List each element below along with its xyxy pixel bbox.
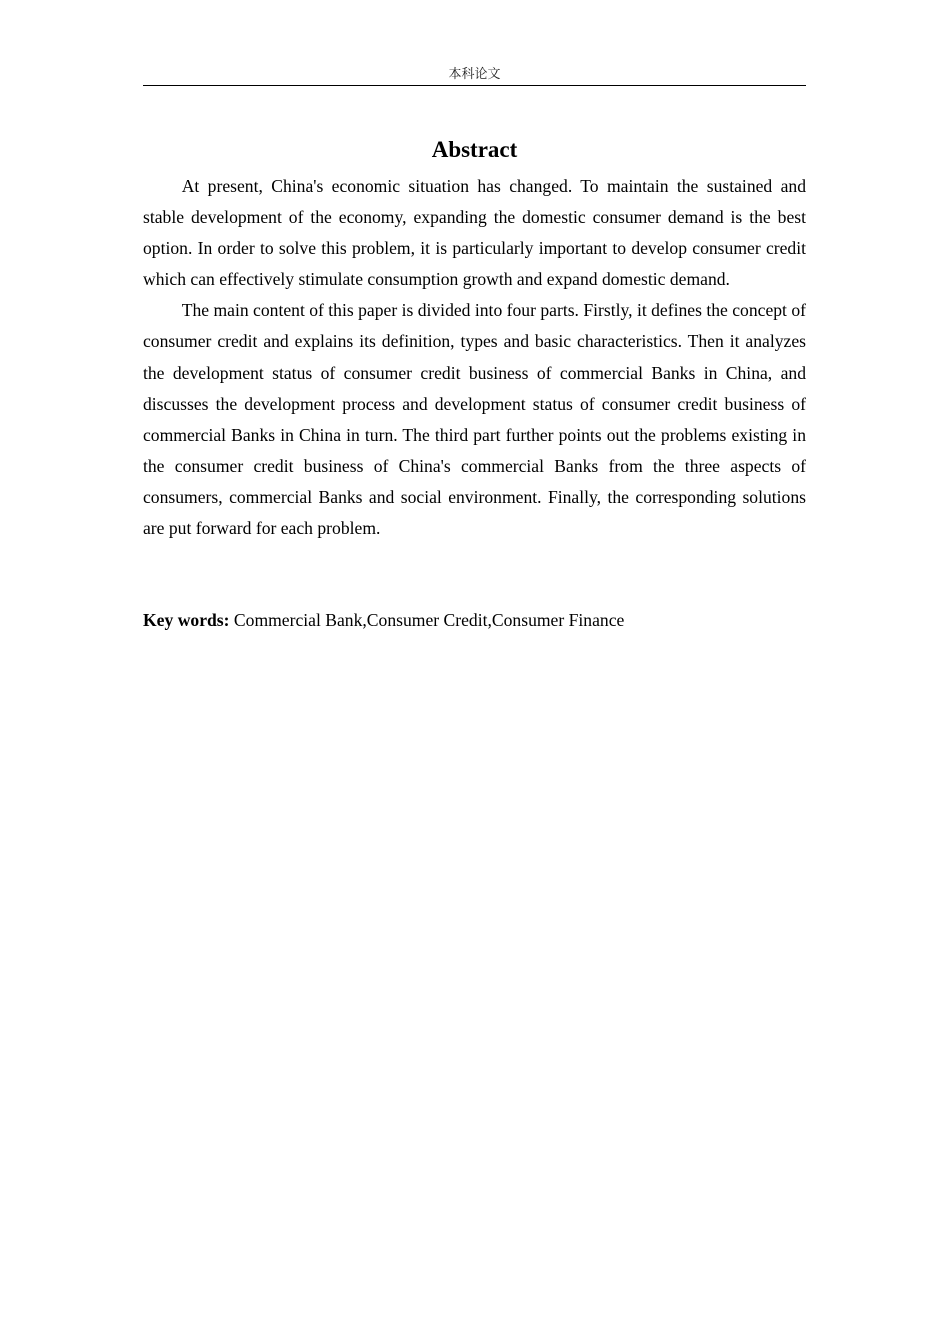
running-header: 本科论文 (448, 67, 501, 82)
keywords-label: Key words: (143, 610, 230, 630)
abstract-paragraph-1: At present, China's economic situation has changed. To maintain the sustained and stable development of the economy, expanding the domestic consumer demand is the best option. In order to solve this problem, it is particularly important to develop consumer credit which can effectively stimulate consumption growth and expand domestic demand. (143, 176, 806, 290)
keywords-value: Commercial Bank,Consumer Credit,Consumer Finance (233, 610, 625, 630)
keywords-line (143, 605, 806, 636)
abstract-paragraph-2: The main content of this paper is divided into four parts. Firstly, it defines the concept of consumer credit and explains its definition, types and basic characteristics. Then it analyzes the development status of consumer credit business of commercial Banks in China, and discusses the development process and development status of consumer credit business of commercial Banks in China in turn. The third part further points out the problems existing in the consumer credit business of China's commercial Banks from the three aspects of consumers, commercial Banks and social environment. Finally, the corresponding solutions are put forward for each problem. (143, 300, 806, 539)
header-divider (143, 85, 806, 86)
abstract-title: Abstract (431, 137, 518, 162)
abstract-body (143, 171, 806, 544)
